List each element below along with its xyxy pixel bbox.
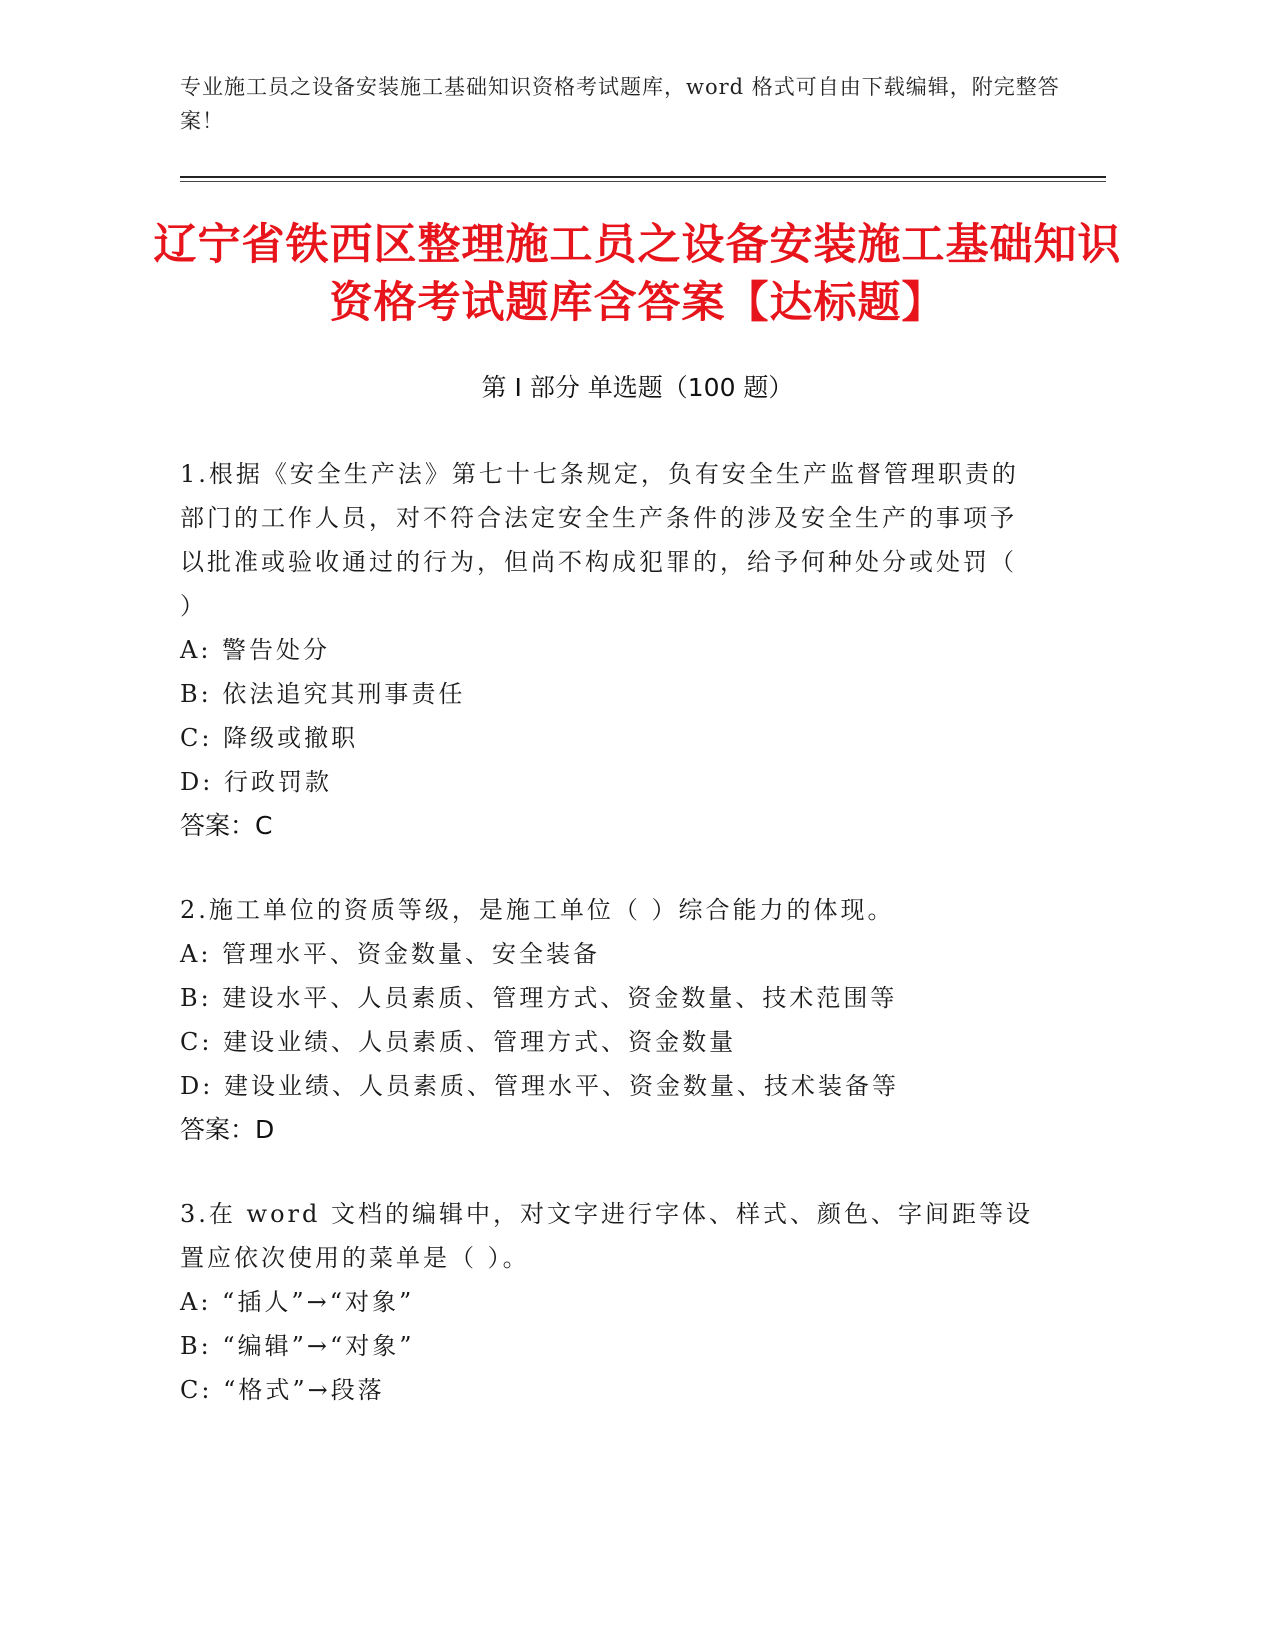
question-3 (180, 1192, 1040, 1412)
option-a: A: 管理水平、资金数量、安全装备 (180, 940, 601, 968)
header-divider-thick (180, 176, 1106, 178)
option-a: A: “插人”→“对象” (180, 1288, 415, 1316)
option-b: B: “编辑”→“对象” (180, 1332, 415, 1360)
document-title: 辽宁省铁西区整理施工员之设备安装施工基础知识资格考试题库含答案【达标题】 (153, 220, 1122, 328)
option-a: A: 警告处分 (180, 636, 331, 664)
option-c: C: “格式”→段落 (180, 1376, 385, 1404)
option-d: D: 建设业绩、人员素质、管理水平、资金数量、技术装备等 (180, 1072, 899, 1100)
option-b: B: 建设水平、人员素质、管理方式、资金数量、技术范围等 (180, 984, 898, 1012)
question-stem: 2.施工单位的资质等级，是施工单位（ ）综合能力的体现。 (180, 896, 895, 924)
question-stem: 1.根据《安全生产法》第七十七条规定，负有安全生产监督管理职责的部门的工作人员，对不符合法定安全生产条件的涉及安全生产的事项予以批准或验收通过的行为，但尚不构成犯罪的，给予何种处分或处罚（ ） (180, 460, 1019, 620)
answer-line: 答案：D (180, 1115, 275, 1144)
option-b: B: 依法追究其刑事责任 (180, 680, 466, 708)
header-note: 专业施工员之设备安装施工基础知识资格考试题库，word 格式可自由下载编辑，附完整答案！ (180, 75, 1060, 133)
question-list (180, 452, 1040, 1452)
question-1 (180, 452, 1040, 848)
option-c: C: 降级或撤职 (180, 724, 359, 752)
answer-line: 答案：C (180, 811, 273, 840)
header-divider-thin (180, 181, 1106, 182)
question-2 (180, 888, 1040, 1152)
question-stem: 3.在 word 文档的编辑中，对文字进行字体、样式、颜色、字间距等设置应依次使用的菜单是（ ）。 (180, 1200, 1033, 1272)
option-c: C: 建设业绩、人员素质、管理方式、资金数量 (180, 1028, 737, 1056)
section-title: 第 I 部分 单选题（100 题） (481, 373, 794, 402)
option-d: D: 行政罚款 (180, 768, 332, 796)
